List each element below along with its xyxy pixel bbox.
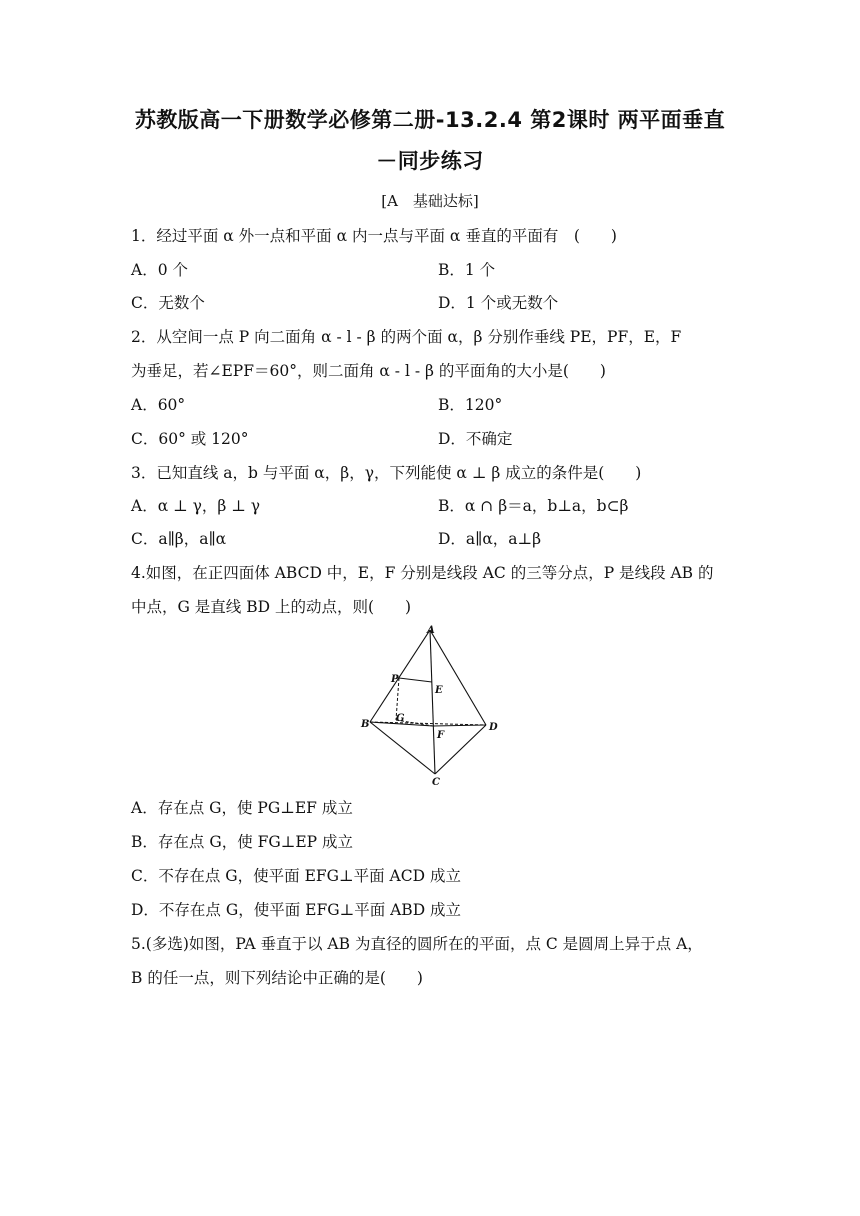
segment-pe	[399, 678, 432, 682]
question-1-option-a: A．0 个	[131, 261, 188, 279]
question-2-option-a: A．60°	[131, 396, 186, 414]
question-4-option-c: C．不存在点 G，使平面 EFG⊥平面 ACD 成立	[131, 867, 461, 885]
question-1-option-b: B．1 个	[438, 261, 496, 279]
question-3-option-d: D．a∥α，a⊥β	[438, 530, 542, 548]
question-3-stem: 3．已知直线 a，b 与平面 α，β，γ，下列能使 α ⊥ β 成立的条件是( )	[131, 464, 642, 482]
label-e: E	[435, 685, 443, 696]
document-title-continued: －同步练习	[376, 149, 484, 173]
question-1-stem: 1．经过平面 α 外一点和平面 α 内一点与平面 α 垂直的平面有 ( )	[131, 227, 617, 245]
label-f: F	[437, 730, 445, 741]
question-4-stem-line1: 4.如图，在正四面体 ABCD 中，E，F 分别是线段 AC 的三等分点，P 是线段 AB 的	[131, 564, 714, 582]
question-1-option-d: D．1 个或无数个	[438, 294, 559, 312]
label-d: D	[489, 722, 498, 733]
document-title: 苏教版高一下册数学必修第二册-13.2.4 第2课时 两平面垂直	[134, 108, 726, 132]
edge-bc	[370, 722, 435, 774]
question-2-stem-line2: 为垂足，若∠EPF＝60°，则二面角 α - l - β 的平面角的大小是( )	[131, 362, 606, 380]
question-5-stem-line2: B 的任一点，则下列结论中正确的是( )	[131, 969, 423, 987]
question-3-option-b: B．α ∩ β＝a，b⊥a，b⊂β	[438, 497, 629, 515]
question-4-stem-line2: 中点，G 是直线 BD 上的动点，则( )	[131, 598, 412, 616]
question-5-stem-line1: 5.(多选)如图，PA 垂直于以 AB 为直径的圆所在的平面，点 C 是圆周上异于点 A，	[131, 935, 703, 953]
question-3-option-c: C．a∥β，a∥α	[131, 530, 227, 548]
edge-ad	[430, 630, 486, 725]
label-b: B	[361, 719, 370, 730]
label-c: C	[432, 777, 440, 788]
edge-ac	[430, 630, 435, 774]
question-3-option-a: A．α ⊥ γ，β ⊥ γ	[131, 497, 261, 515]
question-1-option-c: C．无数个	[131, 294, 205, 312]
tetrahedron-figure	[355, 620, 505, 790]
question-2-option-b: B．120°	[438, 396, 503, 414]
label-a: A	[427, 625, 435, 636]
label-g: G	[396, 713, 405, 724]
label-p: P	[391, 674, 399, 685]
question-2-option-d: D．不确定	[438, 430, 513, 448]
question-4-option-a: A．存在点 G，使 PG⊥EF 成立	[131, 799, 353, 817]
segment-fd	[433, 725, 486, 726]
section-heading: [A 基础达标]	[381, 192, 479, 210]
question-2-option-c: C．60° 或 120°	[131, 430, 249, 448]
question-4-option-d: D．不存在点 G，使平面 EFG⊥平面 ABD 成立	[131, 901, 462, 919]
edge-ab	[370, 630, 430, 722]
question-4-option-b: B．存在点 G，使 FG⊥EP 成立	[131, 833, 354, 851]
question-2-stem-line1: 2．从空间一点 P 向二面角 α - l - β 的两个面 α，β 分别作垂线 PE，PF，E，F	[131, 328, 682, 346]
